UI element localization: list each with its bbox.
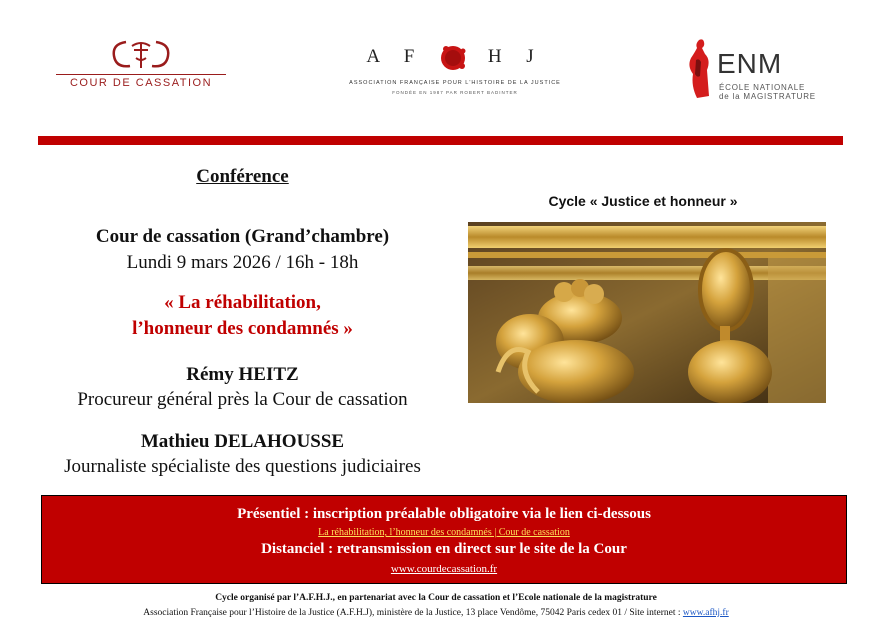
speaker-2-name: Mathieu DELAHOUSSE	[140, 431, 345, 452]
registration-box	[41, 495, 847, 584]
enm-figure-icon	[683, 36, 715, 102]
conference-heading: Conférence	[196, 166, 289, 187]
footer-organizers: Cycle organisé par l’A.F.H.J., en partenariat avec la Cour de cassation et l’Ecole nationale de la magistrature	[215, 593, 657, 603]
talk-title-line1: « La réhabilitation,	[164, 292, 321, 313]
speaker-1-role: Procureur général près la Cour de cassation	[77, 389, 408, 410]
footer-address	[0, 608, 872, 618]
header-divider-bar	[38, 136, 843, 145]
golden-sculpture-image	[468, 222, 826, 403]
afhj-letters-left: A F	[366, 46, 425, 67]
enm-title: ENM	[717, 48, 783, 79]
footer-address-text: Association Française pour l’Histoire de la Justice (A.F.H.J), ministère de la Justice, 13 place Vendôme, 75042 Paris cedex 01 / Site internet :	[143, 608, 683, 618]
cour-de-cassation-logo	[56, 36, 226, 96]
remote-broadcast-text: Distanciel : retransmission en direct sur le site de la Cour	[261, 541, 627, 557]
enm-subtitle	[719, 83, 816, 101]
event-date: Lundi 9 mars 2026 / 16h - 18h	[126, 252, 359, 273]
cour-de-cassation-logo-text: COUR DE CASSATION	[56, 74, 226, 89]
talk-title-line2: l’honneur des condamnés »	[132, 318, 353, 339]
speaker-2-role: Journaliste spécialiste des questions judiciaires	[64, 456, 421, 477]
cour-de-cassation-emblem-icon	[106, 36, 176, 72]
onsite-registration-link[interactable]: La réhabilitation, l’honneur des condamnés | Cour de cassation	[318, 527, 570, 538]
onsite-registration-text: Présentiel : inscription préalable obligatoire via le lien ci-dessous	[237, 506, 651, 522]
speaker-1-name: Rémy HEITZ	[186, 364, 299, 385]
afhj-letters-right: H J	[487, 46, 544, 67]
event-venue: Cour de cassation (Grand’chambre)	[95, 226, 390, 247]
golden-sculpture-photo	[468, 222, 826, 403]
afhj-website-link[interactable]: www.afhj.fr	[682, 608, 729, 618]
enm-logo	[683, 36, 833, 106]
courdecassation-link[interactable]: www.courdecassation.fr	[390, 563, 498, 575]
afhj-seal-icon	[439, 44, 467, 72]
afhj-founded: FONDÉE EN 1987 PAR ROBERT BADINTER	[392, 90, 518, 95]
enm-subtitle-line1: ÉCOLE NATIONALE	[719, 83, 806, 92]
afhj-logo	[340, 42, 570, 95]
enm-subtitle-line2: de la MAGISTRATURE	[719, 92, 816, 101]
afhj-subtitle: ASSOCIATION FRANÇAISE POUR L'HISTOIRE DE LA JUSTICE	[349, 80, 561, 86]
afhj-letters	[340, 42, 570, 72]
cycle-label: Cycle « Justice et honneur »	[548, 193, 738, 209]
